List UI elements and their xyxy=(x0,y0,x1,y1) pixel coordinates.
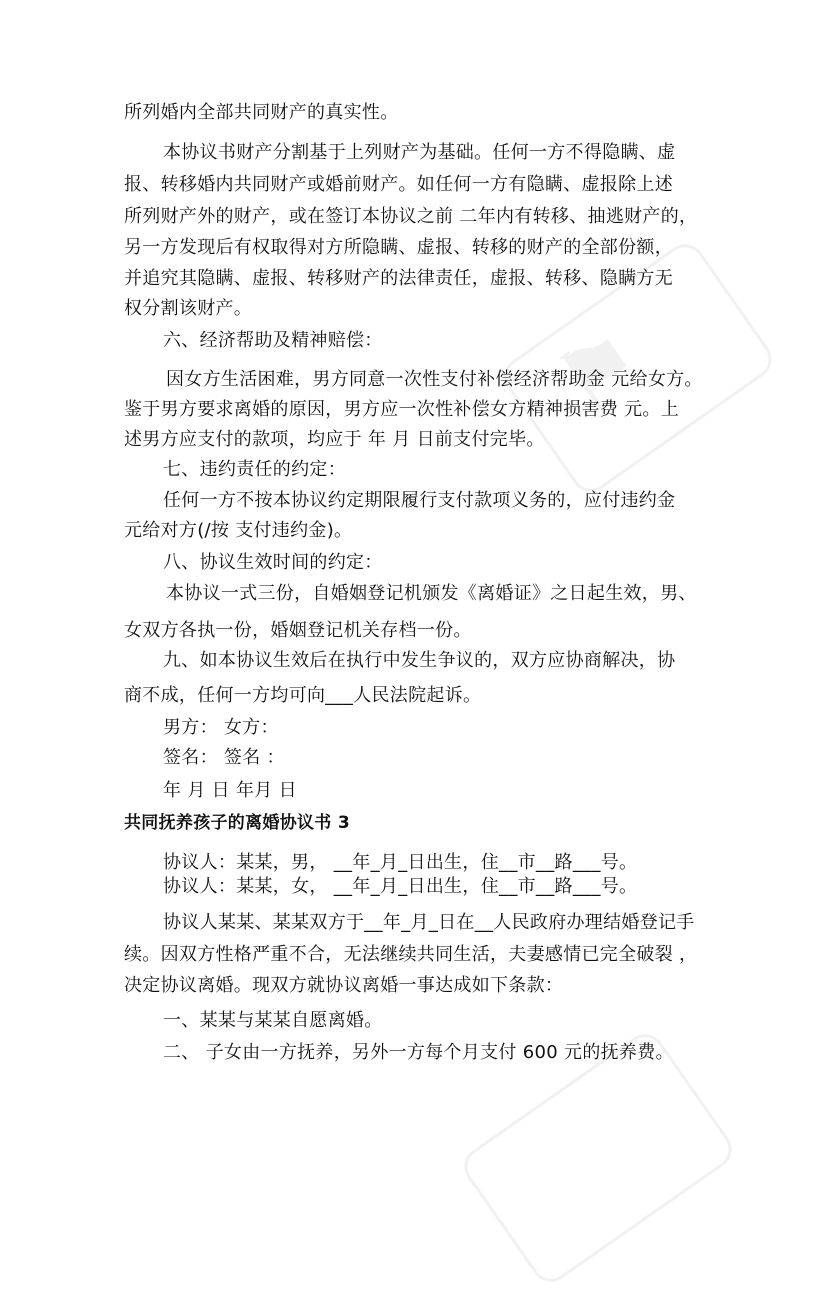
text-line: 商不成，任何一方均可向___人民法院起诉。 xyxy=(124,685,482,706)
text-line: 述男方应支付的款项，均应于 年 月 日前支付完毕。 xyxy=(124,429,545,450)
signature-parties: 男方： 女方： xyxy=(163,717,279,738)
section-heading: 八、协议生效时间的约定： xyxy=(163,552,383,573)
text-line: 权分割该财产。 xyxy=(124,298,253,319)
text-line: 本协议书财产分割基于上列财产为基础。任何一方不得隐瞒、虚 xyxy=(163,142,676,163)
text-line: 女双方各执一份，婚姻登记机关存档一份。 xyxy=(124,620,472,641)
text-line: 鉴于男方要求离婚的原因，男方应一次性补偿女方精神损害费 元。上 xyxy=(124,399,680,420)
clause-line: 二、 子女由一方抚养，另外一方每个月支付 600 元的抚养费。 xyxy=(163,1042,674,1063)
party-line: 协议人：某某，女， __年_月_日出生，住__市__路___号。 xyxy=(163,876,638,897)
section-heading: 六、经济帮助及精神赔偿： xyxy=(163,330,383,351)
watermark-mark: ⚑ xyxy=(537,306,664,439)
text-line: 任何一方不按本协议约定期限履行支付款项义务的，应付违约金 xyxy=(163,490,676,511)
date-line: 年 月 日 年月 日 xyxy=(163,780,297,801)
text-line: 元给对方(/按 支付违约金)。 xyxy=(124,520,353,541)
text-line: 报、转移婚内共同财产或婚前财产。如任何一方有隐瞒、虚报除上述 xyxy=(124,174,673,195)
text-line: 本协议一式三份，自婚姻登记机颁发《离婚证》之日起生效，男、 xyxy=(166,583,697,604)
clause-line: 一、某某与某某自愿离婚。 xyxy=(163,1010,383,1031)
watermark-stamp-bottom xyxy=(457,1026,740,1289)
document-title: 共同抚养孩子的离婚协议书 3 xyxy=(124,813,350,833)
section-heading: 九、如本协议生效后在执行中发生争议的，双方应协商解决，协 xyxy=(163,650,676,671)
signature-line: 签名： 签名 ： xyxy=(163,747,285,768)
text-line: 协议人某某、某某双方于__年_月_日在__人民政府办理结婚登记手 xyxy=(163,912,695,933)
party-line: 协议人：某某，男， __年_月_日出生，住__市__路___号。 xyxy=(163,852,638,873)
text-line: 所列婚内全部共同财产的真实性。 xyxy=(124,102,399,123)
section-heading: 七、违约责任的约定： xyxy=(163,459,346,480)
text-line: 所列财产外的财产，或在签订本协议之前 二年内有转移、抽逃财产的， xyxy=(124,206,698,227)
text-line: 并追究其隐瞒、虚报、转移财产的法律责任，虚报、转移、隐瞒方无 xyxy=(124,268,673,289)
text-line: 因女方生活困难，男方同意一次性支付补偿经济帮助金 元给女方。 xyxy=(166,369,703,390)
text-line: 续。因双方性格严重不合，无法继续共同生活，夫妻感情已完全破裂 ， xyxy=(124,944,698,965)
text-line: 另一方发现后有权取得对方所隐瞒、虚报、转移的财产的全部份额， xyxy=(124,237,673,258)
text-line: 决定协议离婚。现双方就协议离婚一事达成如下条款： xyxy=(124,975,564,996)
